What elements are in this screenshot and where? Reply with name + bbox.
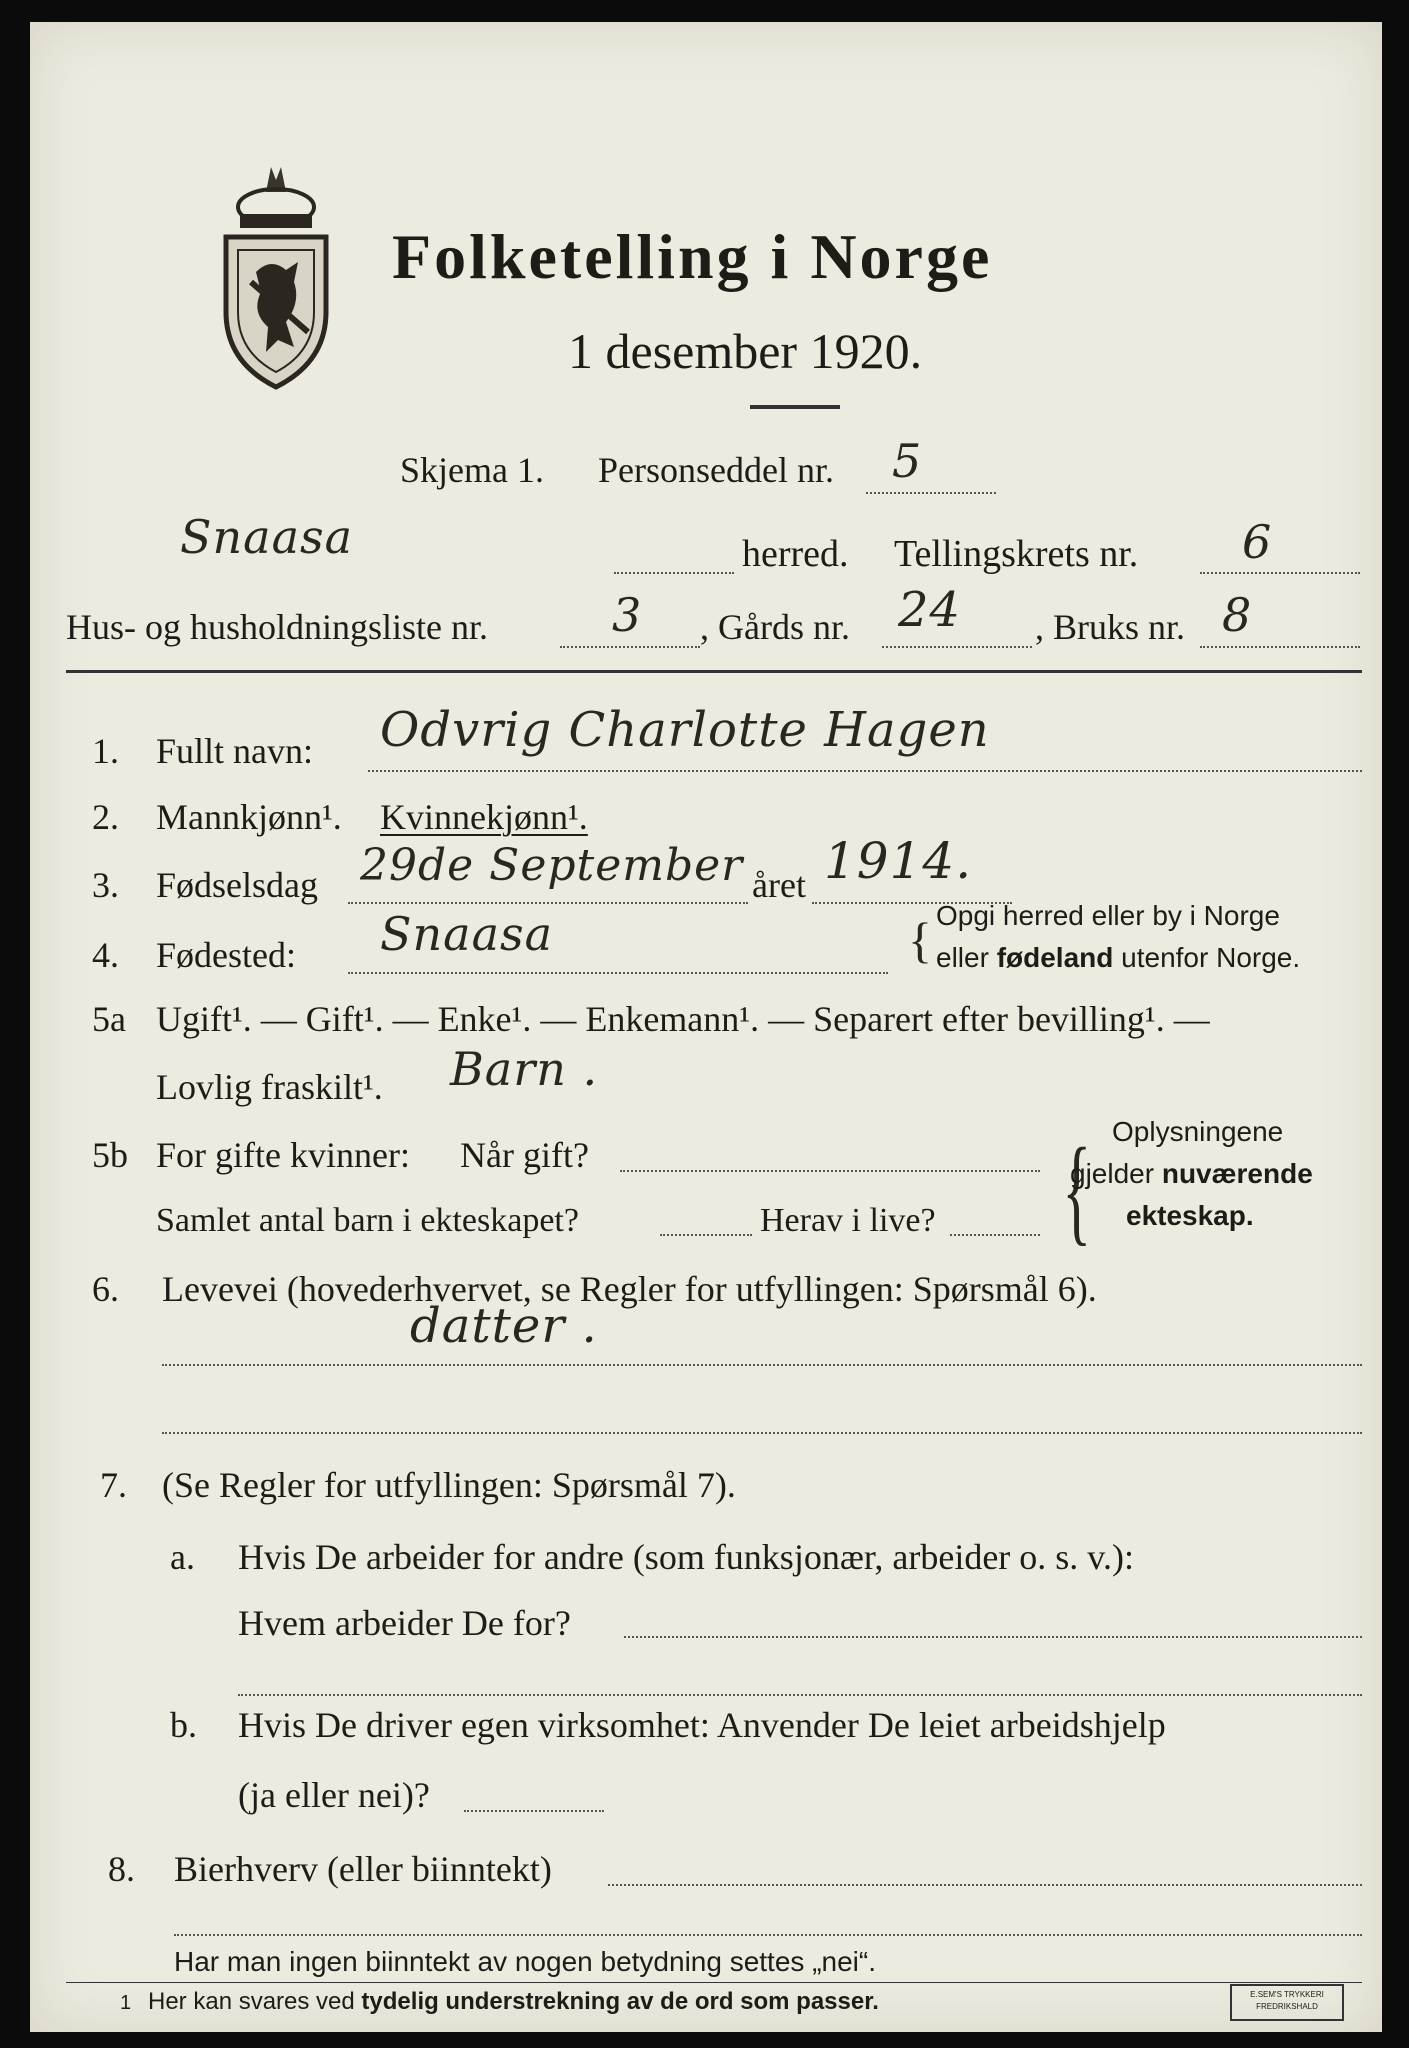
census-form-sheet [30, 22, 1382, 2032]
herred-label: herred. [742, 533, 849, 575]
tellingskrets-value: 6 [1242, 515, 1273, 569]
q8-number: 8. [108, 1849, 135, 1889]
tellingskrets-field[interactable] [1200, 572, 1360, 574]
occupation-field[interactable] [162, 1364, 1362, 1366]
hired-help-field[interactable] [464, 1810, 604, 1812]
q5b-label3: Samlet antal barn i ekteskapet? [156, 1202, 579, 1239]
birthplace-field[interactable] [348, 972, 888, 974]
q7-label: (Se Regler for utfyllingen: Spørsmål 7). [162, 1465, 736, 1505]
footnote-text [148, 1988, 879, 2016]
personseddel-value: 5 [892, 434, 923, 488]
nei-note: Har man ingen biinntekt av nogen betydning settes „nei“. [174, 1946, 876, 1977]
q5b-number: 5b [92, 1135, 128, 1175]
q5b-note-brace: { [1062, 1123, 1092, 1256]
marital-options[interactable]: Ugift¹. — Gift¹. — Enke¹. — Enkemann¹. — Separert efter bevilling¹. — [156, 999, 1210, 1039]
printer-place: FREDRIKSHALD [1256, 2002, 1318, 2011]
full-name-value: Odvrig Charlotte Hagen [380, 702, 990, 758]
footnote-rule [66, 1982, 1362, 1983]
q4-note-line2 [936, 942, 1300, 974]
employer-field[interactable] [624, 1636, 1362, 1638]
q4-note-brace: { [908, 912, 932, 968]
q5b-note2-a: gjelder [1070, 1158, 1162, 1189]
employer-field-line2[interactable] [238, 1694, 1362, 1696]
full-name-field[interactable] [368, 770, 1362, 772]
q4-note-line2-b: fødeland [996, 942, 1114, 973]
children-total-field[interactable] [660, 1234, 752, 1236]
q4-note-line1: Opgi herred eller by i Norge [936, 900, 1280, 931]
q5b-note2-b: nuværende [1161, 1158, 1313, 1189]
census-date: 1 desember 1920. [568, 323, 923, 379]
q6-number: 6. [92, 1269, 119, 1309]
q7a-letter: a. [170, 1537, 195, 1577]
footnote-text-b: tydelig understrekning av de ord som passer. [361, 1988, 879, 2015]
male-option[interactable]: Mannkjønn¹. [156, 797, 342, 837]
printer-name: E.SEM'S TRYKKERI [1250, 1990, 1324, 1999]
bruks-field[interactable] [1200, 646, 1360, 648]
side-income-field-line2[interactable] [174, 1934, 1362, 1936]
hus-field[interactable] [560, 646, 700, 648]
q1-label: Fullt navn: [156, 731, 314, 771]
bruks-value: 8 [1222, 588, 1253, 642]
footnote-number: 1 [120, 1992, 132, 2014]
q7b-text: Hvis De driver egen virksomhet: Anvender De leiet arbeidshjelp [238, 1705, 1166, 1745]
side-income-field[interactable] [608, 1884, 1362, 1886]
q7-number: 7. [100, 1465, 127, 1505]
q5b-note2 [1070, 1158, 1313, 1190]
herred-field[interactable] [614, 572, 734, 574]
q5b-label2: Når gift? [460, 1135, 589, 1175]
q5b-label1: For gifte kvinner: [156, 1135, 410, 1175]
q5b-label4: Herav i live? [760, 1202, 936, 1239]
header-rule [66, 670, 1362, 673]
q7a-text: Hvis De arbeider for andre (som funksjonær, arbeider o. s. v.): [238, 1537, 1134, 1577]
coat-of-arms-icon [216, 162, 336, 392]
hus-label: Hus- og husholdningsliste nr. [66, 607, 489, 647]
q5a-number: 5a [92, 999, 126, 1039]
gards-value: 24 [898, 582, 962, 638]
occupation-field-line2[interactable] [162, 1432, 1362, 1434]
year-label: året [752, 865, 806, 905]
q7b-letter: b. [170, 1705, 197, 1745]
q5b-note3: ekteskap. [1126, 1200, 1254, 1231]
year-value: 1914. [824, 832, 973, 890]
tellingskrets-label: Tellingskrets nr. [894, 533, 1139, 575]
birthplace-value: Snaasa [380, 907, 554, 961]
birthday-field[interactable] [348, 902, 748, 904]
herred-value: Snaasa [180, 510, 354, 564]
hus-value: 3 [612, 588, 643, 642]
personseddel-label: Personseddel nr. [598, 450, 834, 490]
q3-label: Fødselsdag [156, 865, 318, 905]
title-divider [750, 405, 840, 409]
birthday-value: 29de September [360, 840, 744, 891]
skjema-label: Skjema 1. [400, 450, 544, 490]
q7b-question: (ja eller nei)? [238, 1775, 430, 1815]
q2-number: 2. [92, 797, 119, 837]
female-option[interactable]: Kvinnekjønn¹. [380, 797, 588, 837]
q4-note-line2-a: eller [936, 942, 997, 973]
marriage-date-field[interactable] [620, 1170, 1040, 1172]
children-alive-field[interactable] [950, 1234, 1040, 1236]
divorced-option[interactable]: Lovlig fraskilt¹. [156, 1067, 383, 1107]
bruks-label: , Bruks nr. [1035, 607, 1186, 647]
q3-number: 3. [92, 865, 119, 905]
footnote-text-a: Her kan svares ved [148, 1988, 362, 2015]
q6-label: Levevei (hovederhvervet, se Regler for utfyllingen: Spørsmål 6). [162, 1269, 1097, 1309]
q5b-note1: Oplysningene [1112, 1116, 1284, 1147]
printer-stamp [1230, 1984, 1344, 2021]
marital-value: Barn . [450, 1042, 599, 1096]
occupation-value: datter . [410, 1298, 598, 1354]
gards-field[interactable] [882, 646, 1032, 648]
personseddel-field[interactable] [866, 492, 996, 494]
q8-label: Bierhverv (eller biinntekt) [174, 1849, 552, 1889]
form-title: Folketelling i Norge [392, 221, 993, 292]
q7a-question: Hvem arbeider De for? [238, 1603, 571, 1643]
q1-number: 1. [92, 731, 119, 771]
gards-label: , Gårds nr. [700, 607, 850, 647]
q4-label: Fødested: [156, 935, 296, 975]
q4-note-line2-c: utenfor Norge. [1113, 942, 1301, 973]
q4-number: 4. [92, 935, 119, 975]
